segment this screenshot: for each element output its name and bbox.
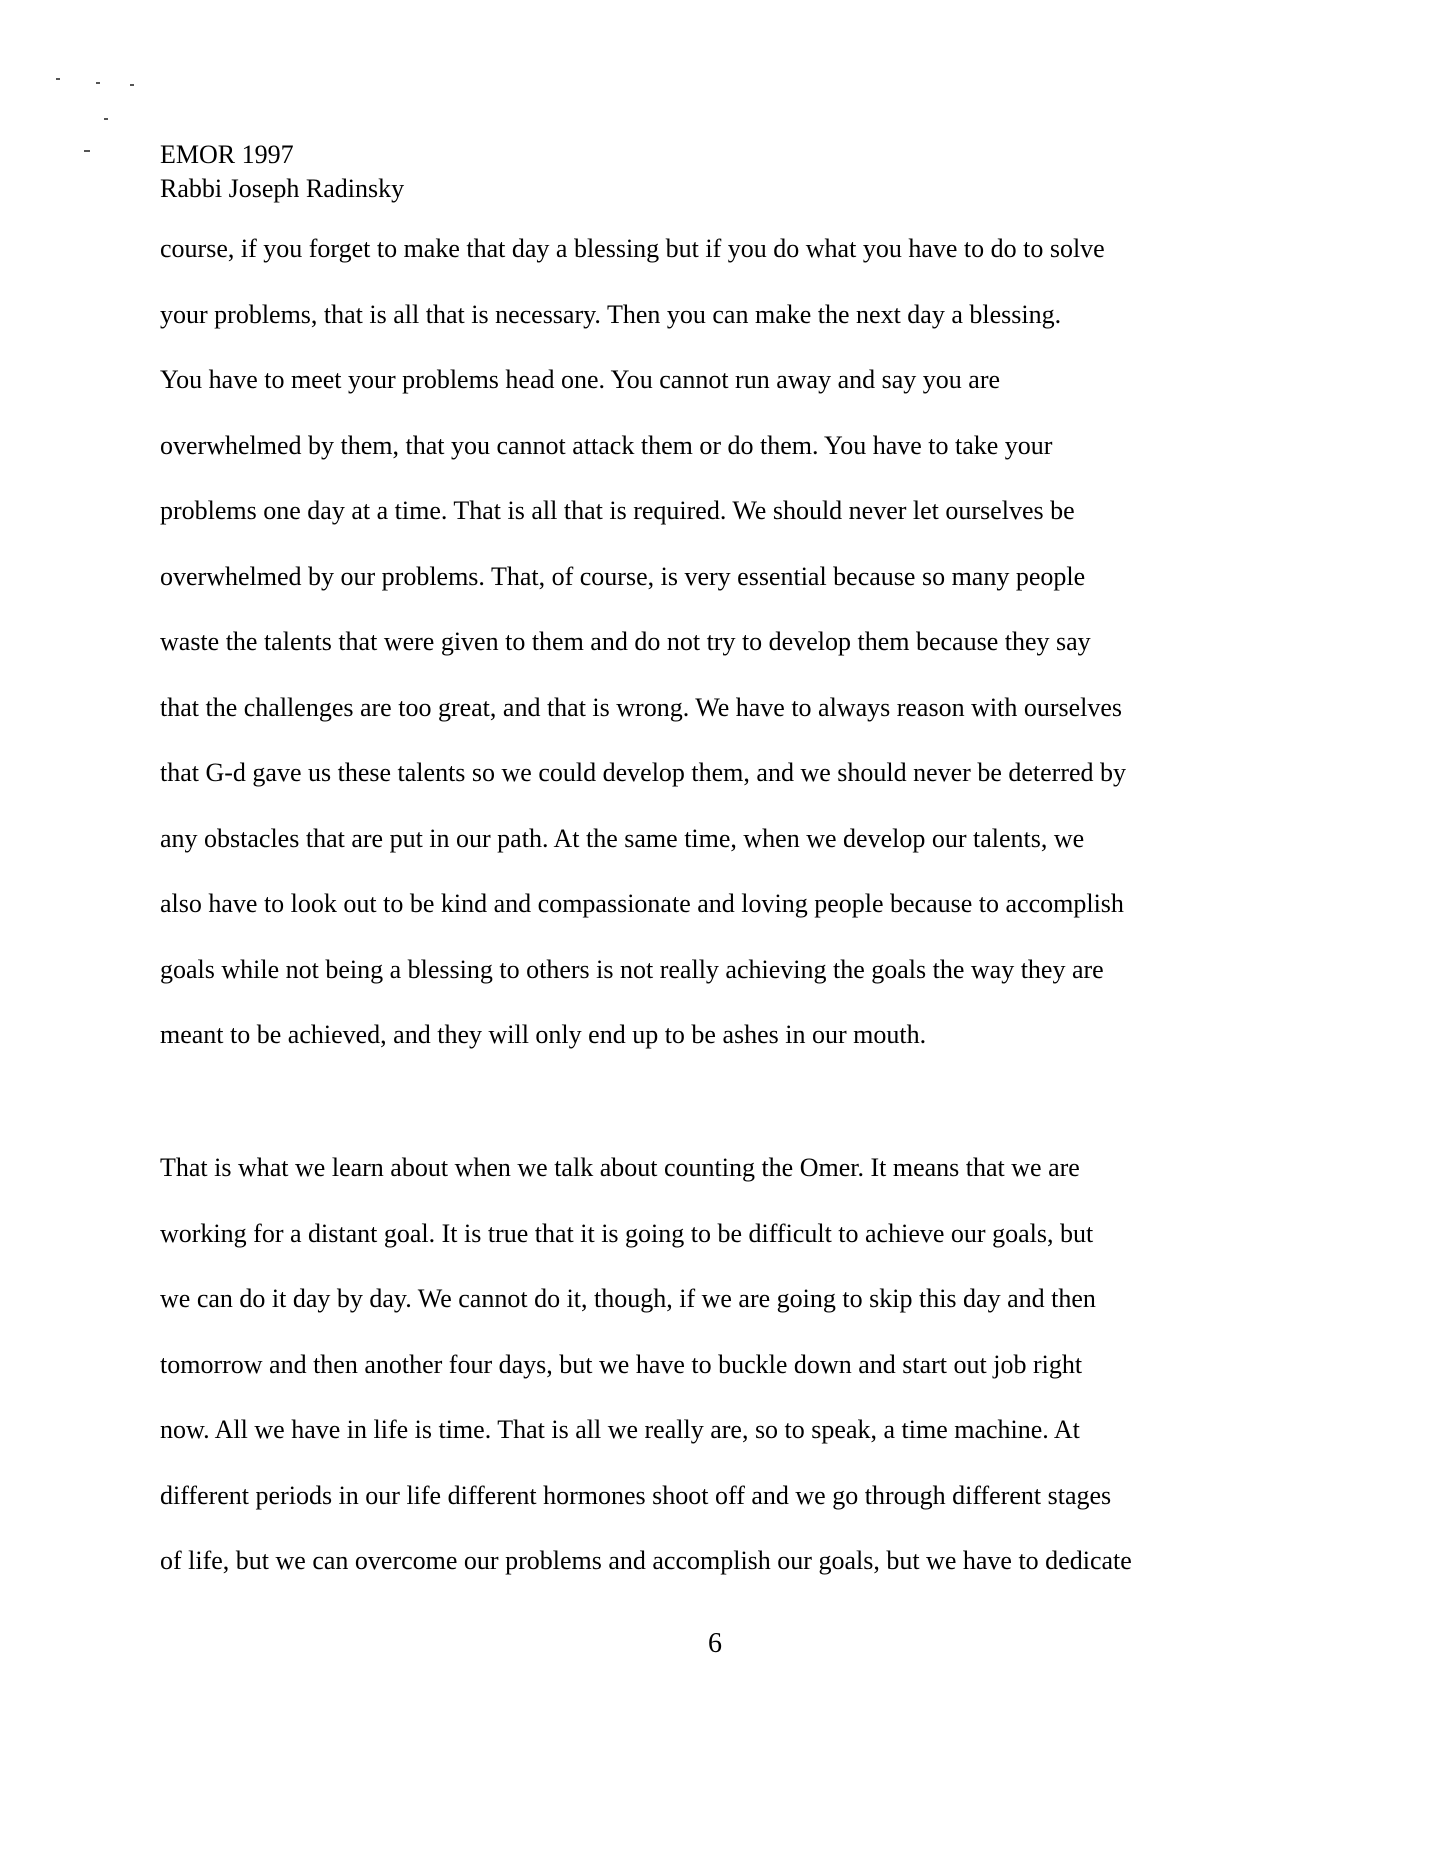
text-line: overwhelmed by our problems. That, of course, is very essential because so many people — [160, 561, 1086, 591]
scan-speck — [96, 82, 100, 84]
text-line: That is what we learn about when we talk about counting the Omer. It means that we are — [160, 1153, 1080, 1182]
scan-speck — [56, 78, 60, 80]
text-line: that the challenges are too great, and that is wrong. We have to always reason with ourselves — [160, 692, 1123, 722]
text-line: different periods in our life different hormones shoot off and we go through different stages — [160, 1480, 1112, 1510]
text-line: we can do it day by day. We cannot do it, though, if we are going to skip this day and then — [160, 1284, 1096, 1313]
document-author: Rabbi Joseph Radinsky — [160, 174, 405, 203]
document-title: EMOR 1997 — [160, 140, 294, 169]
text-line: overwhelmed by them, that you cannot attack them or do them. You have to take your — [160, 430, 1053, 460]
text-line: that G-d gave us these talents so we could develop them, and we should never be deterred by — [160, 758, 1127, 787]
text-line: your problems, that is all that is necessary. Then you can make the next day a blessing. — [160, 299, 1062, 329]
page-number: 6 — [708, 1628, 722, 1659]
text-line: course, if you forget to make that day a blessing but if you do what you have to do to solve — [160, 234, 1105, 263]
text-line: also have to look out to be kind and compassionate and loving people because to accomplish — [160, 889, 1124, 918]
text-line: working for a distant goal. It is true that it is going to be difficult to achieve our goals, but — [160, 1218, 1094, 1248]
scan-speck — [84, 150, 90, 152]
text-line: You have to meet your problems head one. You cannot run away and say you are — [160, 365, 1001, 394]
text-line: of life, but we can overcome our problems and accomplish our goals, but we have to dedicate — [160, 1546, 1132, 1575]
paragraph-1 — [160, 232, 1260, 1084]
text-line: now. All we have in life is time. That is all we really are, so to speak, a time machine. At — [160, 1415, 1080, 1444]
text-line: meant to be achieved, and they will only end up to be ashes in our mouth. — [160, 1020, 927, 1049]
text-line: tomorrow and then another four days, but we have to buckle down and start out job right — [160, 1349, 1083, 1379]
text-line: any obstacles that are put in our path. At the same time, when we develop our talents, we — [160, 823, 1085, 853]
text-line: waste the talents that were given to them and do not try to develop them because they say — [160, 627, 1091, 656]
text-line: problems one day at a time. That is all that is required. We should never let ourselves be — [160, 496, 1075, 525]
document-header — [160, 138, 404, 206]
paragraph-2 — [160, 1151, 1260, 1610]
text-line: goals while not being a blessing to others is not really achieving the goals the way they are — [160, 954, 1104, 984]
scan-speck — [130, 84, 134, 86]
scan-speck — [104, 118, 108, 120]
